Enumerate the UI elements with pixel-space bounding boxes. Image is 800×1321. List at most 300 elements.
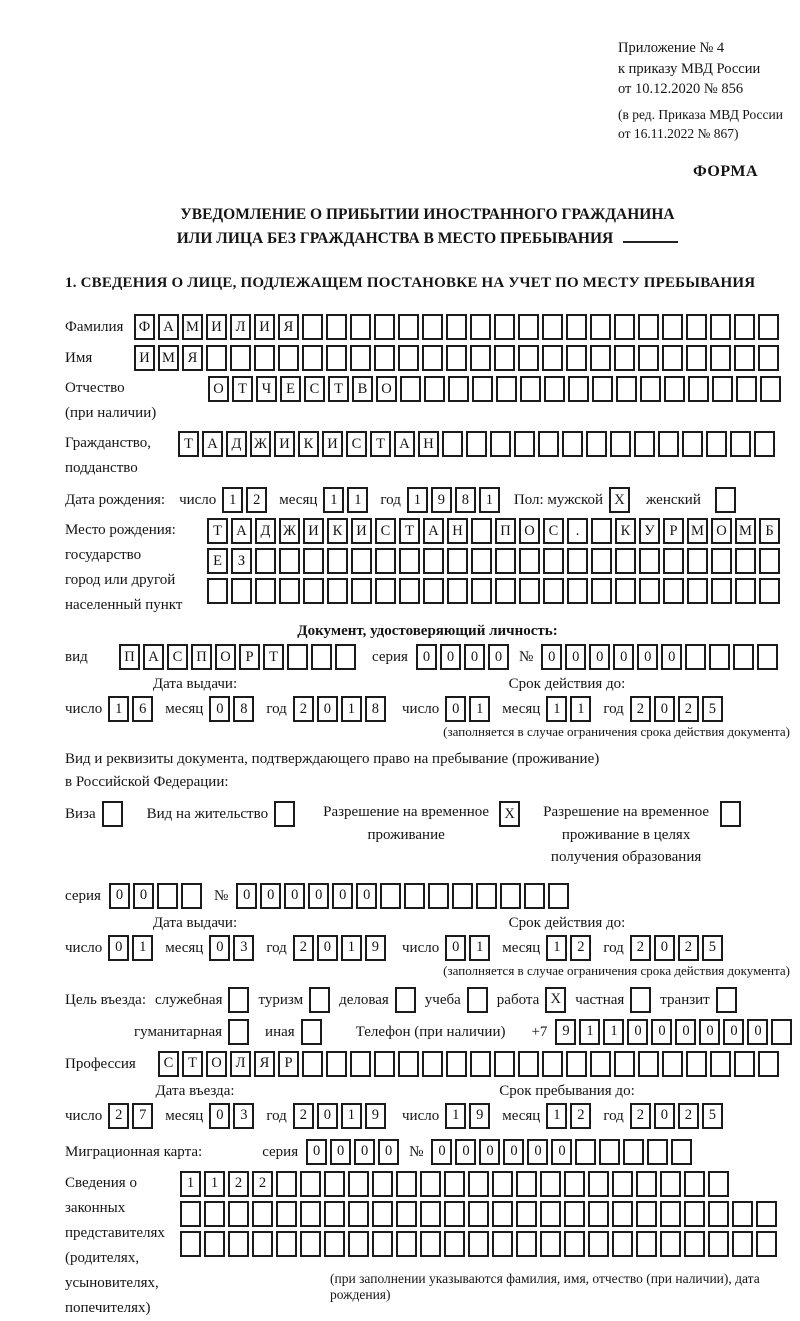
- char-cell[interactable]: 0: [209, 696, 230, 722]
- char-cell[interactable]: 1: [347, 487, 368, 513]
- char-cell[interactable]: [276, 1171, 297, 1197]
- char-cell[interactable]: [588, 1171, 609, 1197]
- char-cell[interactable]: Т: [263, 644, 284, 670]
- char-cell[interactable]: [301, 1019, 322, 1045]
- char-cell[interactable]: [398, 314, 419, 340]
- char-cell[interactable]: Е: [207, 548, 228, 574]
- char-cell[interactable]: Т: [178, 431, 199, 457]
- char-cell[interactable]: [735, 578, 756, 604]
- char-cell[interactable]: Т: [232, 376, 253, 402]
- char-cell[interactable]: [591, 548, 612, 574]
- birth-year-input[interactable]: [407, 487, 500, 513]
- char-cell[interactable]: 0: [445, 696, 466, 722]
- purpose-private-checkbox[interactable]: [630, 987, 651, 1013]
- char-cell[interactable]: [592, 376, 613, 402]
- char-cell[interactable]: [684, 1231, 705, 1257]
- permit-expiry-month-input[interactable]: [546, 935, 591, 961]
- permit-expiry-day-input[interactable]: [445, 935, 490, 961]
- char-cell[interactable]: [274, 801, 295, 827]
- char-cell[interactable]: П: [495, 518, 516, 544]
- char-cell[interactable]: И: [206, 314, 227, 340]
- char-cell[interactable]: 0: [551, 1139, 572, 1165]
- char-cell[interactable]: П: [191, 644, 212, 670]
- char-cell[interactable]: [734, 1051, 755, 1077]
- char-cell[interactable]: 0: [464, 644, 485, 670]
- char-cell[interactable]: [636, 1201, 657, 1227]
- char-cell[interactable]: 0: [108, 935, 129, 961]
- doc-expiry-day-input[interactable]: [445, 696, 490, 722]
- char-cell[interactable]: [302, 314, 323, 340]
- char-cell[interactable]: Т: [207, 518, 228, 544]
- char-cell[interactable]: [255, 548, 276, 574]
- char-cell[interactable]: [564, 1171, 585, 1197]
- char-cell[interactable]: [735, 548, 756, 574]
- representatives-input-row1[interactable]: [180, 1171, 790, 1197]
- permit-expiry-year-input[interactable]: [630, 935, 723, 961]
- char-cell[interactable]: 2: [630, 696, 651, 722]
- char-cell[interactable]: [590, 1051, 611, 1077]
- char-cell[interactable]: [231, 578, 252, 604]
- char-cell[interactable]: [446, 1051, 467, 1077]
- char-cell[interactable]: [300, 1231, 321, 1257]
- char-cell[interactable]: [404, 883, 425, 909]
- char-cell[interactable]: 8: [365, 696, 386, 722]
- char-cell[interactable]: [733, 644, 754, 670]
- char-cell[interactable]: [279, 578, 300, 604]
- char-cell[interactable]: 1: [546, 696, 567, 722]
- char-cell[interactable]: [303, 548, 324, 574]
- char-cell[interactable]: [324, 1201, 345, 1227]
- citizenship-input[interactable]: [178, 431, 775, 457]
- char-cell[interactable]: 5: [702, 935, 723, 961]
- birth-day-input[interactable]: [222, 487, 267, 513]
- char-cell[interactable]: [519, 548, 540, 574]
- char-cell[interactable]: 0: [308, 883, 329, 909]
- char-cell[interactable]: [540, 1171, 561, 1197]
- char-cell[interactable]: С: [304, 376, 325, 402]
- char-cell[interactable]: [228, 1231, 249, 1257]
- char-cell[interactable]: [102, 801, 123, 827]
- stay-month-input[interactable]: [546, 1103, 591, 1129]
- char-cell[interactable]: С: [167, 644, 188, 670]
- birth-place-input-row1[interactable]: [207, 518, 780, 544]
- surname-input[interactable]: [134, 314, 779, 340]
- char-cell[interactable]: [495, 548, 516, 574]
- char-cell[interactable]: [734, 314, 755, 340]
- char-cell[interactable]: В: [352, 376, 373, 402]
- char-cell[interactable]: 1: [546, 1103, 567, 1129]
- char-cell[interactable]: [447, 548, 468, 574]
- char-cell[interactable]: [395, 987, 416, 1013]
- char-cell[interactable]: 9: [431, 487, 452, 513]
- migration-series-input[interactable]: [306, 1139, 399, 1165]
- char-cell[interactable]: 0: [675, 1019, 696, 1045]
- char-cell[interactable]: 0: [109, 883, 130, 909]
- char-cell[interactable]: [348, 1231, 369, 1257]
- char-cell[interactable]: [540, 1231, 561, 1257]
- char-cell[interactable]: Я: [278, 314, 299, 340]
- char-cell[interactable]: 9: [365, 1103, 386, 1129]
- char-cell[interactable]: 0: [431, 1139, 452, 1165]
- purpose-study-checkbox[interactable]: [467, 987, 488, 1013]
- char-cell[interactable]: 8: [233, 696, 254, 722]
- char-cell[interactable]: 1: [204, 1171, 225, 1197]
- purpose-transit-checkbox[interactable]: [716, 987, 737, 1013]
- doc-number-input[interactable]: [541, 644, 778, 670]
- char-cell[interactable]: 1: [132, 935, 153, 961]
- char-cell[interactable]: [756, 1201, 777, 1227]
- char-cell[interactable]: [516, 1231, 537, 1257]
- char-cell[interactable]: [444, 1231, 465, 1257]
- char-cell[interactable]: [420, 1231, 441, 1257]
- permit-issue-day-input[interactable]: [108, 935, 153, 961]
- char-cell[interactable]: [634, 431, 655, 457]
- char-cell[interactable]: [590, 345, 611, 371]
- char-cell[interactable]: [472, 376, 493, 402]
- char-cell[interactable]: 2: [678, 1103, 699, 1129]
- char-cell[interactable]: [348, 1201, 369, 1227]
- char-cell[interactable]: [350, 1051, 371, 1077]
- char-cell[interactable]: [300, 1201, 321, 1227]
- char-cell[interactable]: 0: [488, 644, 509, 670]
- doc-kind-input[interactable]: [119, 644, 356, 670]
- char-cell[interactable]: О: [711, 518, 732, 544]
- char-cell[interactable]: 9: [365, 935, 386, 961]
- char-cell[interactable]: [687, 578, 708, 604]
- char-cell[interactable]: [324, 1171, 345, 1197]
- char-cell[interactable]: Т: [182, 1051, 203, 1077]
- char-cell[interactable]: [760, 376, 781, 402]
- char-cell[interactable]: [684, 1171, 705, 1197]
- char-cell[interactable]: [518, 345, 539, 371]
- char-cell[interactable]: [324, 1231, 345, 1257]
- char-cell[interactable]: [372, 1171, 393, 1197]
- char-cell[interactable]: [398, 345, 419, 371]
- entry-year-input[interactable]: [293, 1103, 386, 1129]
- char-cell[interactable]: [638, 345, 659, 371]
- char-cell[interactable]: [420, 1171, 441, 1197]
- char-cell[interactable]: [710, 314, 731, 340]
- sex-female-checkbox[interactable]: [715, 487, 736, 513]
- char-cell[interactable]: [685, 644, 706, 670]
- char-cell[interactable]: 0: [661, 644, 682, 670]
- char-cell[interactable]: 1: [469, 696, 490, 722]
- char-cell[interactable]: Н: [447, 518, 468, 544]
- char-cell[interactable]: [712, 376, 733, 402]
- char-cell[interactable]: Б: [759, 518, 780, 544]
- char-cell[interactable]: [230, 345, 251, 371]
- char-cell[interactable]: [375, 578, 396, 604]
- char-cell[interactable]: [663, 578, 684, 604]
- char-cell[interactable]: С: [158, 1051, 179, 1077]
- char-cell[interactable]: [567, 578, 588, 604]
- temp-residence-education-checkbox[interactable]: [720, 801, 741, 827]
- char-cell[interactable]: [518, 1051, 539, 1077]
- char-cell[interactable]: [228, 987, 249, 1013]
- doc-expiry-month-input[interactable]: [546, 696, 591, 722]
- stay-day-input[interactable]: [445, 1103, 490, 1129]
- stay-year-input[interactable]: [630, 1103, 723, 1129]
- char-cell[interactable]: [180, 1231, 201, 1257]
- char-cell[interactable]: [638, 314, 659, 340]
- char-cell[interactable]: [758, 1051, 779, 1077]
- char-cell[interactable]: 1: [341, 696, 362, 722]
- char-cell[interactable]: 1: [341, 1103, 362, 1129]
- char-cell[interactable]: [542, 1051, 563, 1077]
- char-cell[interactable]: О: [519, 518, 540, 544]
- char-cell[interactable]: И: [134, 345, 155, 371]
- char-cell[interactable]: 0: [637, 644, 658, 670]
- char-cell[interactable]: X: [545, 987, 566, 1013]
- char-cell[interactable]: [636, 1231, 657, 1257]
- char-cell[interactable]: 5: [702, 1103, 723, 1129]
- char-cell[interactable]: [471, 548, 492, 574]
- char-cell[interactable]: 1: [180, 1171, 201, 1197]
- char-cell[interactable]: 0: [541, 644, 562, 670]
- char-cell[interactable]: [590, 314, 611, 340]
- doc-issue-month-input[interactable]: [209, 696, 254, 722]
- char-cell[interactable]: [771, 1019, 792, 1045]
- char-cell[interactable]: [615, 578, 636, 604]
- char-cell[interactable]: 0: [445, 935, 466, 961]
- char-cell[interactable]: 2: [630, 1103, 651, 1129]
- char-cell[interactable]: [518, 314, 539, 340]
- char-cell[interactable]: [180, 1201, 201, 1227]
- char-cell[interactable]: [374, 345, 395, 371]
- permit-series-input[interactable]: [109, 883, 202, 909]
- char-cell[interactable]: [309, 987, 330, 1013]
- char-cell[interactable]: [255, 578, 276, 604]
- char-cell[interactable]: [351, 548, 372, 574]
- char-cell[interactable]: 2: [570, 1103, 591, 1129]
- char-cell[interactable]: Ч: [256, 376, 277, 402]
- char-cell[interactable]: 1: [407, 487, 428, 513]
- char-cell[interactable]: [302, 345, 323, 371]
- char-cell[interactable]: 2: [678, 696, 699, 722]
- char-cell[interactable]: [612, 1201, 633, 1227]
- purpose-business-checkbox[interactable]: [395, 987, 416, 1013]
- char-cell[interactable]: [662, 1051, 683, 1077]
- char-cell[interactable]: Е: [280, 376, 301, 402]
- birth-place-input-row3[interactable]: [207, 578, 780, 604]
- char-cell[interactable]: [710, 1051, 731, 1077]
- char-cell[interactable]: 1: [479, 487, 500, 513]
- profession-input[interactable]: [158, 1051, 779, 1077]
- char-cell[interactable]: Я: [182, 345, 203, 371]
- char-cell[interactable]: П: [119, 644, 140, 670]
- char-cell[interactable]: [758, 314, 779, 340]
- char-cell[interactable]: 0: [747, 1019, 768, 1045]
- char-cell[interactable]: [372, 1231, 393, 1257]
- char-cell[interactable]: [616, 376, 637, 402]
- char-cell[interactable]: [399, 578, 420, 604]
- char-cell[interactable]: [348, 1171, 369, 1197]
- char-cell[interactable]: [548, 883, 569, 909]
- char-cell[interactable]: [279, 548, 300, 574]
- char-cell[interactable]: И: [274, 431, 295, 457]
- char-cell[interactable]: [471, 518, 492, 544]
- char-cell[interactable]: [639, 578, 660, 604]
- char-cell[interactable]: [492, 1231, 513, 1257]
- char-cell[interactable]: [734, 345, 755, 371]
- char-cell[interactable]: [612, 1231, 633, 1257]
- char-cell[interactable]: .: [567, 518, 588, 544]
- char-cell[interactable]: [470, 314, 491, 340]
- char-cell[interactable]: [396, 1171, 417, 1197]
- entry-day-input[interactable]: [108, 1103, 153, 1129]
- char-cell[interactable]: [708, 1201, 729, 1227]
- char-cell[interactable]: А: [423, 518, 444, 544]
- char-cell[interactable]: 1: [603, 1019, 624, 1045]
- char-cell[interactable]: 0: [651, 1019, 672, 1045]
- char-cell[interactable]: И: [254, 314, 275, 340]
- char-cell[interactable]: И: [351, 518, 372, 544]
- char-cell[interactable]: И: [303, 518, 324, 544]
- char-cell[interactable]: 0: [654, 1103, 675, 1129]
- char-cell[interactable]: [476, 883, 497, 909]
- char-cell[interactable]: 6: [132, 696, 153, 722]
- char-cell[interactable]: [708, 1231, 729, 1257]
- char-cell[interactable]: [564, 1231, 585, 1257]
- char-cell[interactable]: [471, 578, 492, 604]
- char-cell[interactable]: 0: [654, 696, 675, 722]
- char-cell[interactable]: 0: [284, 883, 305, 909]
- doc-issue-year-input[interactable]: [293, 696, 386, 722]
- char-cell[interactable]: [372, 1201, 393, 1227]
- char-cell[interactable]: О: [208, 376, 229, 402]
- char-cell[interactable]: [684, 1201, 705, 1227]
- char-cell[interactable]: [374, 314, 395, 340]
- char-cell[interactable]: И: [322, 431, 343, 457]
- char-cell[interactable]: 0: [330, 1139, 351, 1165]
- char-cell[interactable]: Т: [370, 431, 391, 457]
- char-cell[interactable]: 1: [445, 1103, 466, 1129]
- char-cell[interactable]: А: [158, 314, 179, 340]
- char-cell[interactable]: 0: [589, 644, 610, 670]
- char-cell[interactable]: Т: [399, 518, 420, 544]
- char-cell[interactable]: [516, 1171, 537, 1197]
- residence-permit-checkbox[interactable]: [274, 801, 295, 827]
- char-cell[interactable]: [614, 345, 635, 371]
- char-cell[interactable]: [311, 644, 332, 670]
- char-cell[interactable]: 0: [354, 1139, 375, 1165]
- char-cell[interactable]: 0: [306, 1139, 327, 1165]
- char-cell[interactable]: [399, 548, 420, 574]
- char-cell[interactable]: М: [687, 518, 708, 544]
- doc-issue-day-input[interactable]: [108, 696, 153, 722]
- char-cell[interactable]: [422, 314, 443, 340]
- char-cell[interactable]: [671, 1139, 692, 1165]
- char-cell[interactable]: [682, 431, 703, 457]
- char-cell[interactable]: [446, 314, 467, 340]
- char-cell[interactable]: Ж: [250, 431, 271, 457]
- char-cell[interactable]: М: [182, 314, 203, 340]
- char-cell[interactable]: [686, 1051, 707, 1077]
- char-cell[interactable]: [300, 1171, 321, 1197]
- char-cell[interactable]: [423, 578, 444, 604]
- purpose-tourism-checkbox[interactable]: [309, 987, 330, 1013]
- permit-issue-year-input[interactable]: [293, 935, 386, 961]
- entry-month-input[interactable]: [209, 1103, 254, 1129]
- char-cell[interactable]: 0: [503, 1139, 524, 1165]
- given-name-input[interactable]: [134, 345, 779, 371]
- char-cell[interactable]: [326, 1051, 347, 1077]
- char-cell[interactable]: [494, 345, 515, 371]
- char-cell[interactable]: 0: [260, 883, 281, 909]
- char-cell[interactable]: 2: [570, 935, 591, 961]
- char-cell[interactable]: [662, 345, 683, 371]
- char-cell[interactable]: 1: [469, 935, 490, 961]
- char-cell[interactable]: [759, 548, 780, 574]
- char-cell[interactable]: [468, 1231, 489, 1257]
- char-cell[interactable]: [614, 314, 635, 340]
- char-cell[interactable]: [496, 376, 517, 402]
- char-cell[interactable]: [470, 345, 491, 371]
- char-cell[interactable]: 0: [565, 644, 586, 670]
- char-cell[interactable]: [542, 345, 563, 371]
- char-cell[interactable]: 2: [293, 696, 314, 722]
- char-cell[interactable]: [396, 1231, 417, 1257]
- char-cell[interactable]: [687, 548, 708, 574]
- representatives-input-row3[interactable]: [180, 1231, 790, 1257]
- char-cell[interactable]: [452, 883, 473, 909]
- char-cell[interactable]: [206, 345, 227, 371]
- char-cell[interactable]: [662, 314, 683, 340]
- char-cell[interactable]: 0: [317, 696, 338, 722]
- char-cell[interactable]: 2: [630, 935, 651, 961]
- char-cell[interactable]: [732, 1201, 753, 1227]
- char-cell[interactable]: О: [206, 1051, 227, 1077]
- char-cell[interactable]: 0: [416, 644, 437, 670]
- char-cell[interactable]: [423, 548, 444, 574]
- char-cell[interactable]: 2: [228, 1171, 249, 1197]
- char-cell[interactable]: 2: [678, 935, 699, 961]
- char-cell[interactable]: [516, 1201, 537, 1227]
- char-cell[interactable]: Т: [328, 376, 349, 402]
- representatives-input-row2[interactable]: [180, 1201, 790, 1227]
- char-cell[interactable]: [660, 1231, 681, 1257]
- char-cell[interactable]: [715, 487, 736, 513]
- char-cell[interactable]: Д: [226, 431, 247, 457]
- char-cell[interactable]: [444, 1171, 465, 1197]
- char-cell[interactable]: [543, 548, 564, 574]
- char-cell[interactable]: 2: [246, 487, 267, 513]
- char-cell[interactable]: [757, 644, 778, 670]
- char-cell[interactable]: [276, 1231, 297, 1257]
- char-cell[interactable]: А: [394, 431, 415, 457]
- char-cell[interactable]: [228, 1019, 249, 1045]
- char-cell[interactable]: [623, 1139, 644, 1165]
- char-cell[interactable]: 0: [723, 1019, 744, 1045]
- char-cell[interactable]: [562, 431, 583, 457]
- char-cell[interactable]: 2: [293, 1103, 314, 1129]
- char-cell[interactable]: 0: [236, 883, 257, 909]
- temp-residence-checkbox[interactable]: [499, 801, 520, 827]
- char-cell[interactable]: [759, 578, 780, 604]
- char-cell[interactable]: Ф: [134, 314, 155, 340]
- char-cell[interactable]: [720, 801, 741, 827]
- char-cell[interactable]: [711, 548, 732, 574]
- char-cell[interactable]: [428, 883, 449, 909]
- char-cell[interactable]: 0: [455, 1139, 476, 1165]
- birth-place-input-row2[interactable]: [207, 548, 780, 574]
- char-cell[interactable]: [278, 345, 299, 371]
- char-cell[interactable]: [374, 1051, 395, 1077]
- char-cell[interactable]: Р: [278, 1051, 299, 1077]
- char-cell[interactable]: [424, 376, 445, 402]
- char-cell[interactable]: [302, 1051, 323, 1077]
- char-cell[interactable]: [326, 345, 347, 371]
